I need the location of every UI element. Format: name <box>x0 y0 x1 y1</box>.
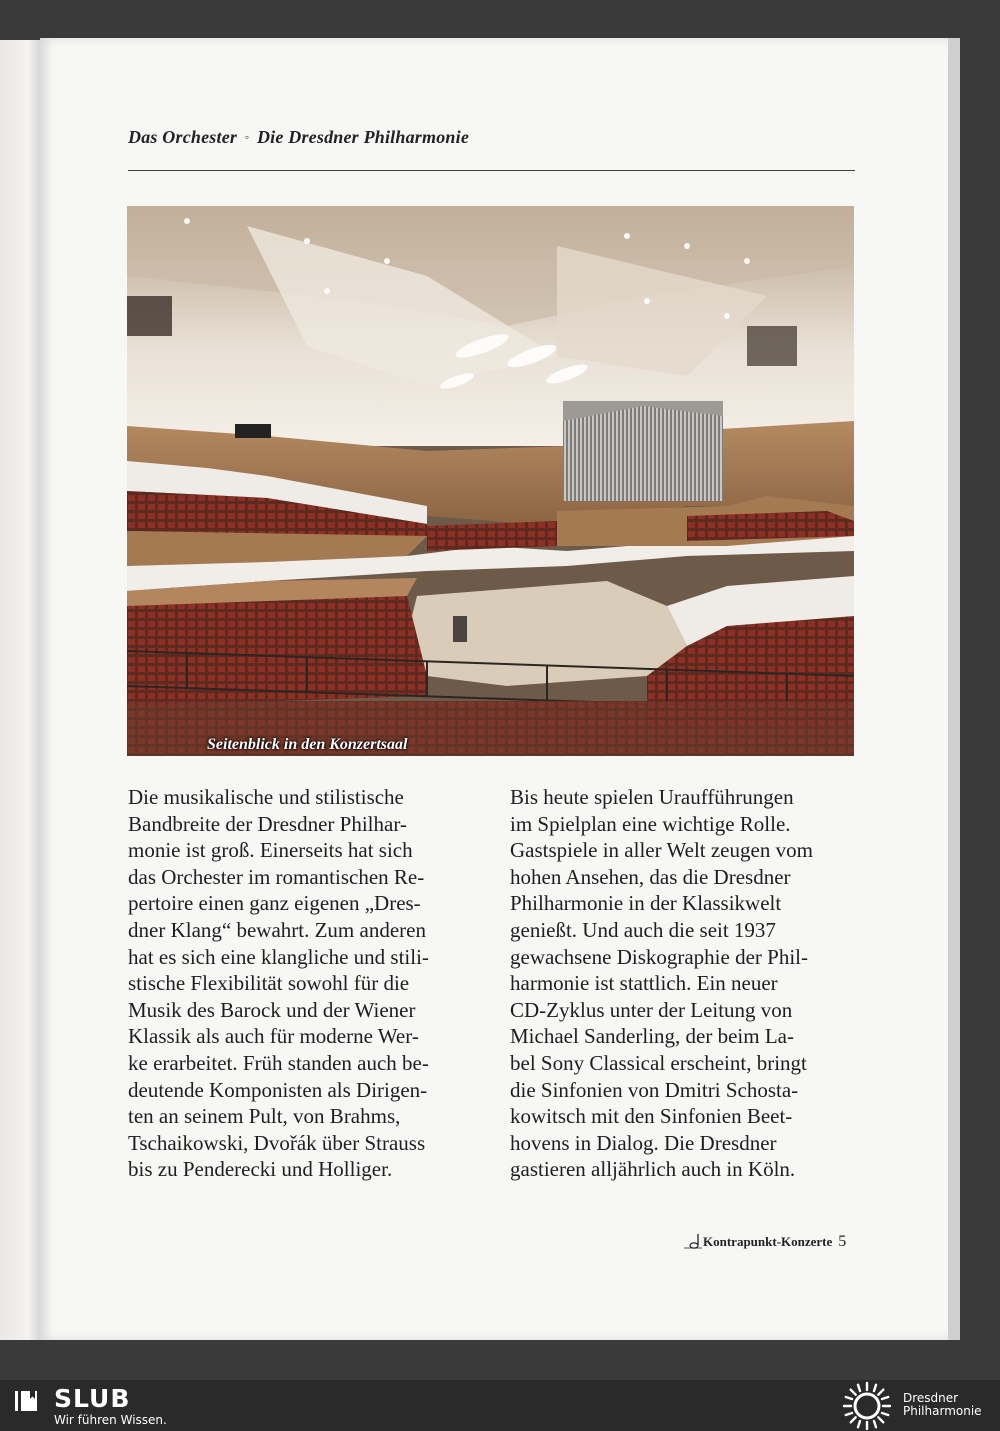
text-line: pertoire einen ganz eigenen „Dres- <box>128 891 421 916</box>
text-line: Philharmonie in der Klassikwelt <box>510 891 782 916</box>
text-line: Michael Sanderling, der beim La- <box>510 1024 794 1049</box>
text-line: kowitsch mit den Sinfonien Beet- <box>510 1104 793 1129</box>
text-line: gastieren alljährlich auch in Köln. <box>510 1157 796 1182</box>
slub-book-icon <box>13 1388 39 1414</box>
text-line: gewachsene Diskographie der Phil- <box>510 944 808 969</box>
header-section: Das Orchester <box>128 127 238 147</box>
concert-hall-photo <box>127 206 854 756</box>
text-line: ten an seinem Pult, von Brahms, <box>128 1104 401 1129</box>
text-line: hovens in Dialog. Die Dresdner <box>510 1130 777 1155</box>
facing-page-edge <box>0 40 40 1340</box>
text-line: Bis heute spielen Uraufführungen <box>510 785 794 809</box>
text-line: im Spielplan eine wichtige Rolle. <box>510 811 791 836</box>
body-column-right <box>510 784 855 1183</box>
text-line: Klassik als auch für moderne Wer- <box>128 1024 419 1049</box>
text-line: bel Sony Classical erscheint, bringt <box>510 1050 807 1075</box>
philharmonie-sun-logo <box>842 1381 892 1431</box>
text-line: genießt. Und auch die seit 1937 <box>510 917 776 942</box>
header-title: Die Dresdner Philharmonie <box>256 127 470 147</box>
photo-caption: Seitenblick in den Konzertsaal <box>207 736 408 753</box>
partner-name-line1: Dresdner <box>903 1391 959 1405</box>
text-line: dner Klang“ bewahrt. Zum anderen <box>128 917 426 942</box>
text-line: Gastspiele in aller Welt zeugen vom <box>510 838 813 863</box>
text-line: Bandbreite der Dresdner Philhar- <box>128 811 407 836</box>
text-line: Musik des Barock und der Wiener <box>128 997 416 1022</box>
page-edge-shadow <box>948 38 960 1340</box>
concert-hall-illustration <box>127 206 854 756</box>
text-line: deutende Komponisten als Dirigen- <box>128 1077 428 1102</box>
text-line: CD-Zyklus unter der Leitung von <box>510 997 793 1022</box>
text-line: bis zu Penderecki und Holliger. <box>128 1157 393 1182</box>
text-line: monie ist groß. Einerseits hat sich <box>128 838 413 863</box>
page-footer <box>684 1233 846 1251</box>
slub-title: SLUB <box>54 1384 131 1413</box>
text-line: die Sinfonien von Dmitri Schosta- <box>510 1077 799 1102</box>
text-line: hohen Ansehen, das die Dresdner <box>510 864 791 889</box>
viewer-brand-bar <box>0 1380 1000 1429</box>
stalls-left <box>127 596 427 706</box>
music-note-icon <box>684 1233 702 1249</box>
slub-tagline: Wir führen Wissen. <box>54 1413 167 1427</box>
header-rule <box>128 170 855 171</box>
text-line: harmonie ist stattlich. Ein neuer <box>510 971 778 996</box>
window-row <box>235 424 271 438</box>
text-line: stische Flexibilität sowohl für die <box>128 971 410 996</box>
text-line: Tschaikowski, Dvořák über Strauss <box>128 1130 426 1155</box>
running-header <box>128 127 855 148</box>
body-column-left <box>128 784 473 1183</box>
footer-series: Kontrapunkt-Konzerte <box>703 1234 833 1249</box>
text-line: das Orchester im romantischen Re- <box>128 864 425 889</box>
philharmonie-wordmark <box>903 1392 982 1418</box>
header-separator: ◦ <box>244 130 250 144</box>
text-line: hat es sich eine klangliche und stili- <box>128 944 429 969</box>
text-line: Die musikalische und stilistische <box>128 785 404 809</box>
text-line: ke erarbeitet. Früh standen auch be- <box>128 1050 429 1075</box>
page-number: 5 <box>838 1233 847 1250</box>
partner-name-line2: Philharmonie <box>903 1404 982 1418</box>
